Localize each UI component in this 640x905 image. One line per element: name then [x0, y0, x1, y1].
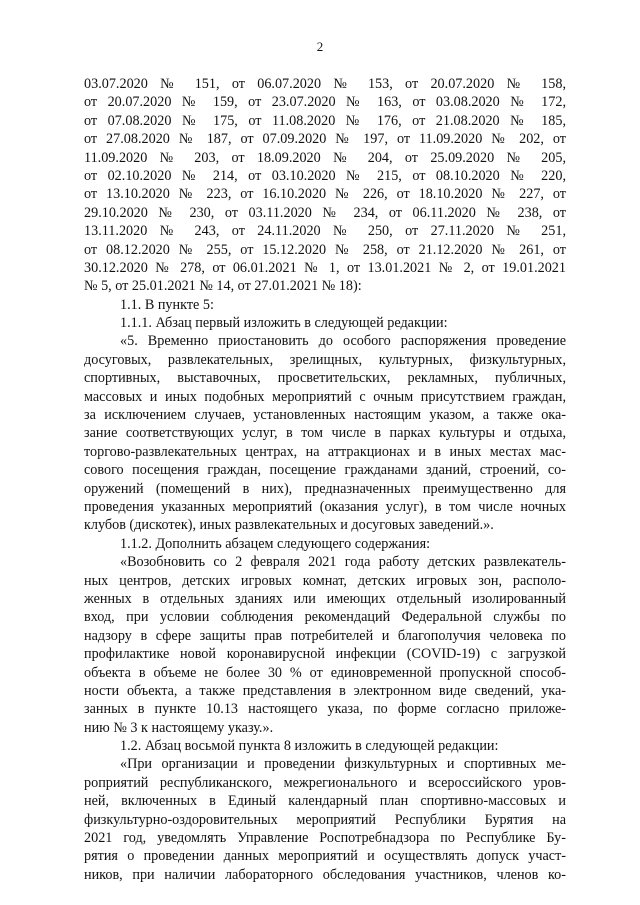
text-line: массовых и иных подобных мероприятий с очным присутствием граждан, [84, 388, 566, 405]
text-line: 11.09.2020 № 203, от 18.09.2020 № 204, от 25.09.2020 № 205, [84, 149, 566, 166]
text-line: за исключением случаев, установленных настоящим указом, а также ока- [84, 407, 566, 424]
text-line: 30.12.2020 № 278, от 06.01.2021 № 1, от 13.01.2021 № 2, от 19.01.2021 [84, 259, 566, 276]
text-line: торгово-развлекательных центрах, на аттракционах и в иных местах мас- [84, 443, 566, 460]
text-line: от 20.07.2020 № 159, от 23.07.2020 № 163, от 03.08.2020 № 172, [84, 94, 566, 111]
text-line: профилактике новой коронавирусной инфекции (COVID-19) с загрузкой [84, 646, 566, 663]
text-line: 03.07.2020 № 151, от 06.07.2020 № 153, от 20.07.2020 № 158, [84, 76, 566, 92]
text-line: «Возобновить со 2 февраля 2021 года работу детских развлекатель- [120, 554, 566, 571]
text-line: 1.1.2. Дополнить абзацем следующего содержания: [120, 535, 431, 552]
text-line: женных в отдельных зданиях или имеющих отдельный изолированный [84, 590, 566, 607]
text-line: ней, включенных в Единый календарный план спортивно-массовых и [84, 793, 566, 810]
text-line: от 02.10.2020 № 214, от 03.10.2020 № 215, от 08.10.2020 № 220, [84, 167, 566, 184]
text-line: ных центров, детских игровых комнат, детских игровых зон, располо- [84, 572, 566, 589]
page-number: 2 [316, 39, 324, 54]
text-line: «5. Временно приостановить до особого распоряжения проведение [120, 333, 566, 350]
text-line: рятия о проведении данных мероприятий и осуществлять допуск участ- [84, 848, 566, 865]
text-line: ников, при наличии лабораторного обследования участников, членов ко- [84, 866, 566, 883]
text-line: 1.2. Абзац восьмой пункта 8 изложить в следующей редакции: [120, 738, 499, 755]
text-line: вход, при условии соблюдения рекомендаций Федеральной службы по [84, 609, 566, 626]
text-line: 1.1. В пункте 5: [120, 296, 214, 313]
text-line: нию № 3 к настоящему указу.». [84, 719, 274, 736]
text-line: надзору в сфере защиты прав потребителей и благополучия человека по [84, 627, 566, 644]
text-line: роприятий республиканского, межрегионального и всероссийского уров- [84, 774, 566, 791]
text-line: спортивных, выставочных, просветительских, рекламных, публичных, [84, 370, 566, 387]
text-line: от 13.10.2020 № 223, от 16.10.2020 № 226, от 18.10.2020 № 227, от [84, 186, 566, 203]
text-line: ности объекта, а также представления в электронном виде сведений, ука- [84, 682, 566, 699]
text-line: 13.11.2020 № 243, от 24.11.2020 № 250, от 27.11.2020 № 251, [84, 223, 566, 240]
text-line: оружений (помещений в них), предназначенных преимущественно для [84, 480, 566, 497]
text-line: «При организации и проведении физкультурных и спортивных ме- [120, 756, 566, 773]
text-line: досуговых, развлекательных, зрелищных, культурных, физкультурных, [84, 351, 566, 368]
text-line: сового посещения граждан, посещение гражданами зданий, строений, со- [84, 462, 566, 479]
text-line: физкультурно-оздоровительных мероприятий Республики Бурятия на [84, 811, 566, 828]
text-line: проведения указанных мероприятий (оказания услуг), в том числе ночных [84, 498, 566, 515]
text-line: № 5, от 25.01.2021 № 14, от 27.01.2021 № 18): [84, 278, 362, 295]
text-line: объекта в объеме не более 30 % от единовременной пропускной способ- [84, 664, 566, 681]
text-line: от 08.12.2020 № 255, от 15.12.2020 № 258, от 21.12.2020 № 261, от [84, 241, 566, 258]
text-line: 29.10.2020 № 230, от 03.11.2020 № 234, от 06.11.2020 № 238, от [84, 204, 566, 221]
text-line: от 27.08.2020 № 187, от 07.09.2020 № 197, от 11.09.2020 № 202, от [84, 131, 566, 148]
text-line: 1.1.1. Абзац первый изложить в следующей редакции: [120, 315, 448, 332]
document-body [84, 75, 566, 884]
text-line: зание соответствующих услуг, в том числе в парках культуры и отдыха, [84, 425, 566, 442]
text-line: занных в пункте 10.13 настоящего указа, по форме согласно приложе- [84, 701, 566, 718]
text-line: 2021 год, уведомлять Управление Роспотребнадзора по Республике Бу- [84, 830, 566, 847]
text-line: клубов (дискотек), иных развлекательных и досуговых заведений.». [84, 517, 494, 534]
text-line: от 07.08.2020 № 175, от 11.08.2020 № 176, от 21.08.2020 № 185, [84, 112, 566, 129]
